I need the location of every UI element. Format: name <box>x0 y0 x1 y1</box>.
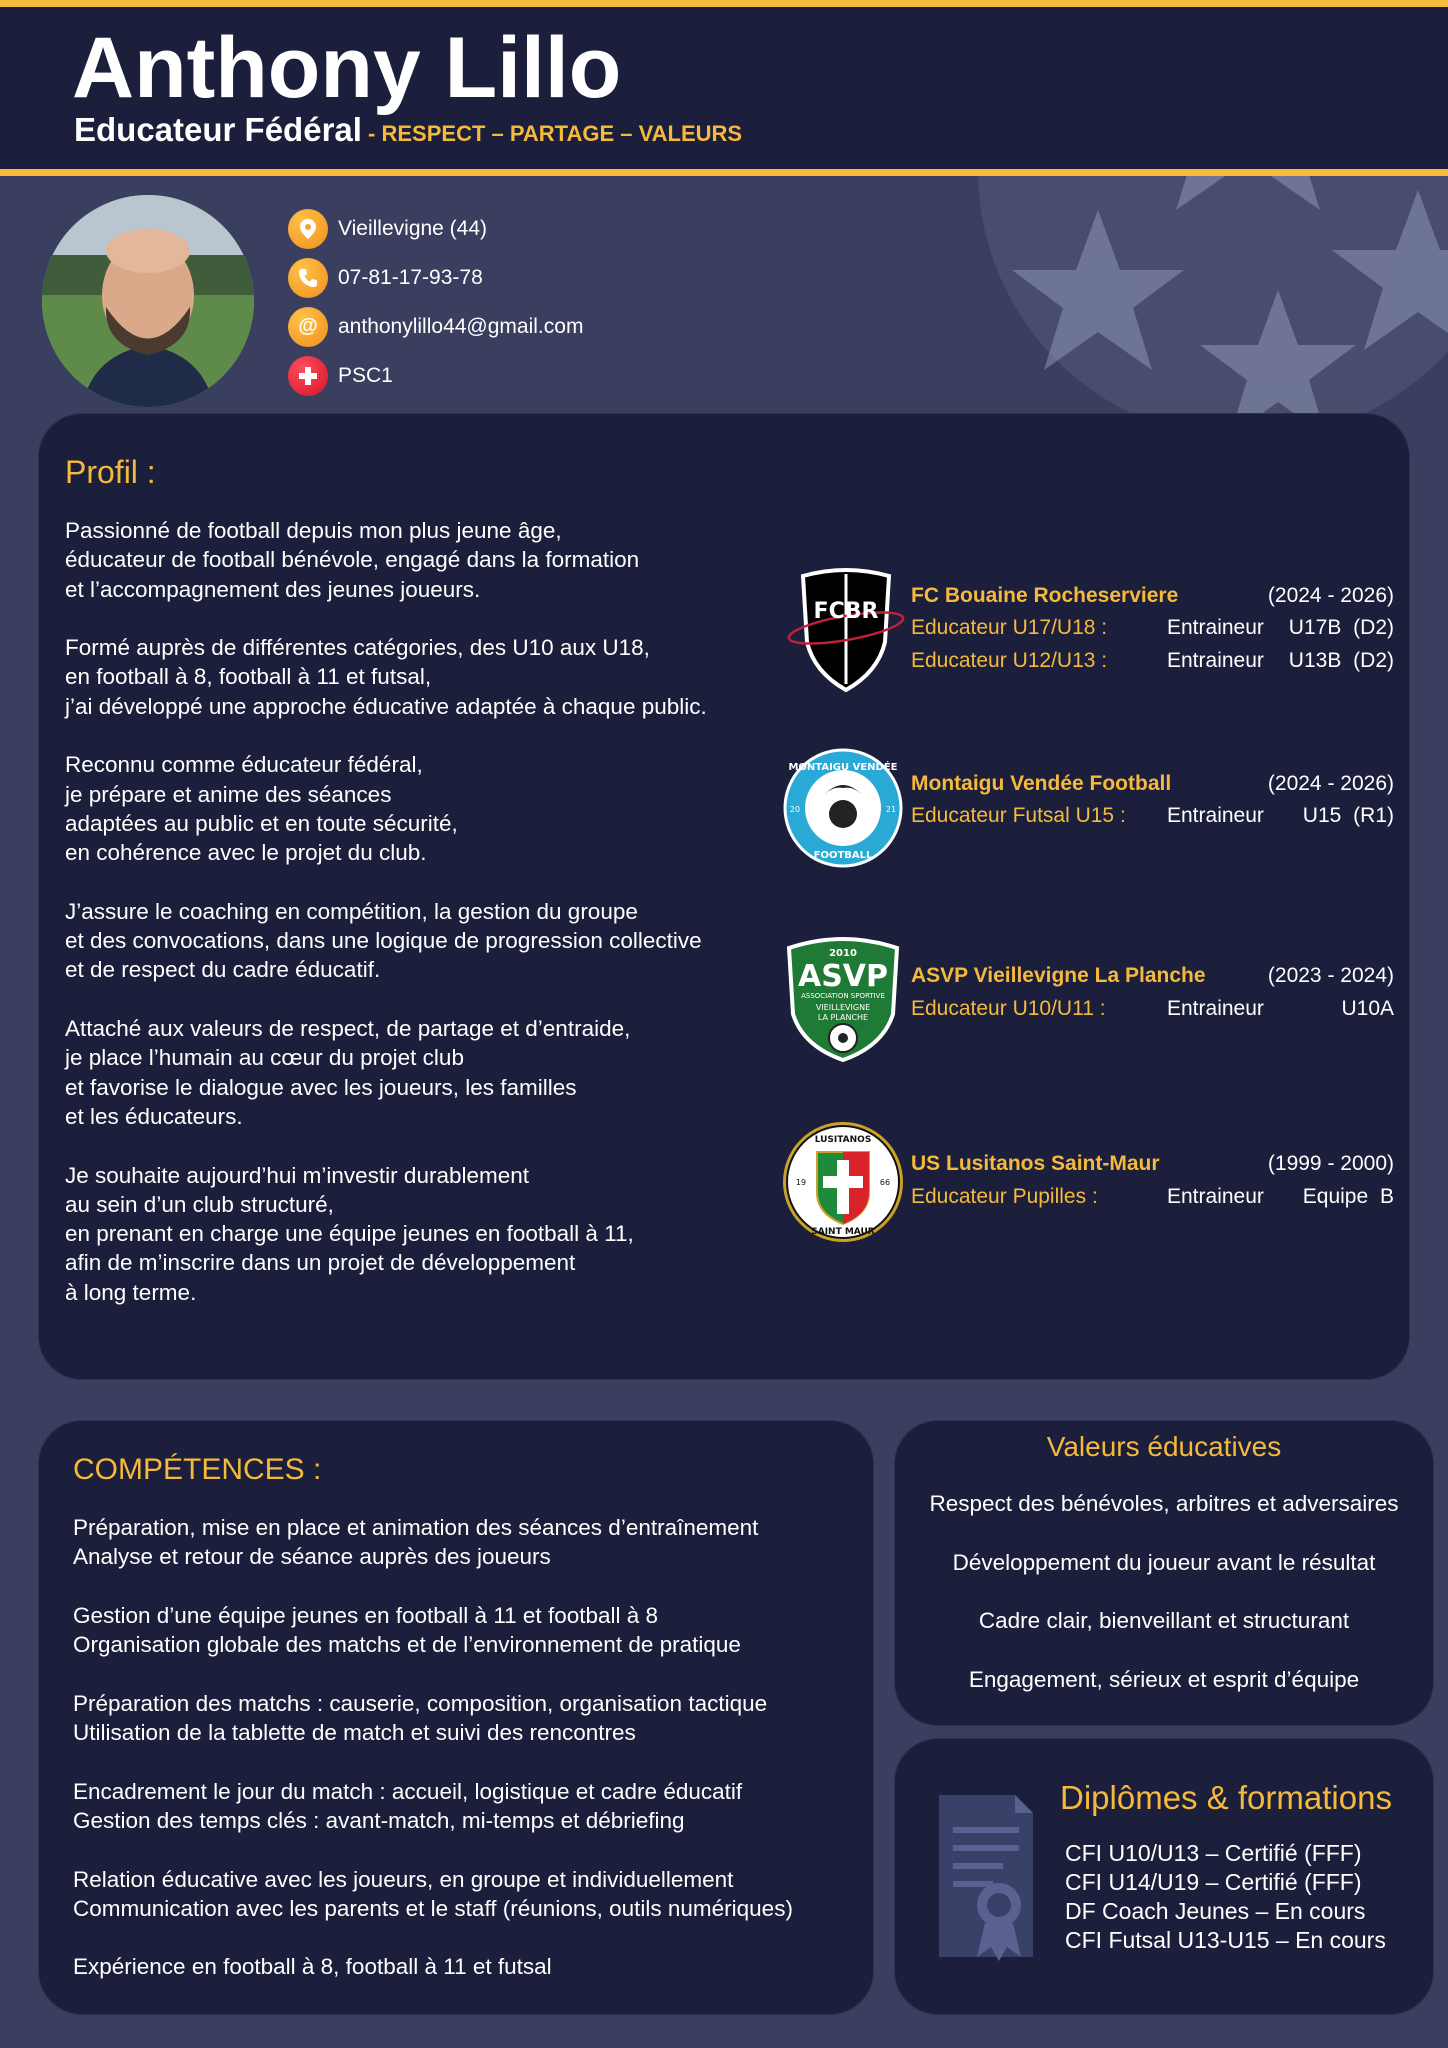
valeur-item: Cadre clair, bienveillant et structurant <box>978 1608 1350 1633</box>
competence-group <box>73 1513 863 1572</box>
role-label: Educateur Futsal U15 : <box>911 804 1126 827</box>
competence-item: Préparation des matchs : causerie, composition, organisation tactique <box>73 1690 768 1716</box>
contact-location-text: Vieillevigne (44) <box>338 216 488 240</box>
club-years: (2023 - 2024) <box>1267 964 1394 987</box>
role-type: Entraineur <box>1167 804 1264 827</box>
role-team: U10A <box>1341 997 1394 1020</box>
text-line: et favorise le dialogue avec les joueurs, les familles <box>65 1074 577 1100</box>
club-name: ASVP Vieillevigne La Planche <box>911 964 1206 987</box>
asvp-logo-line1: ASSOCIATION SPORTIVE <box>801 992 885 1000</box>
diplomes-panel <box>894 1738 1434 2015</box>
montaigu-logo-left: 20 <box>789 805 801 814</box>
text-line: en cohérence avec le projet du club. <box>65 840 427 866</box>
text-line: au sein d’un club structuré, <box>65 1191 334 1217</box>
text-line: à long terme. <box>65 1279 197 1305</box>
competence-item: Relation éducative avec les joueurs, en groupe et individuellement <box>73 1866 734 1892</box>
club-role <box>911 1185 1394 1213</box>
text-line: Formé auprès de différentes catégories, des U10 aux U18, <box>65 635 650 661</box>
lusitanos-logo-right: 66 <box>879 1178 891 1187</box>
competence-item: Préparation, mise en place et animation des séances d’entraînement <box>73 1515 759 1540</box>
lusitanos-logo-top: LUSITANOS <box>814 1135 872 1145</box>
text-line: et des convocations, dans une logique de progression collective <box>65 928 702 954</box>
valeurs-panel <box>894 1420 1434 1726</box>
diplome-item: CFI U10/U13 – Certifié (FFF) <box>1065 1840 1362 1866</box>
text-line: éducateur de football bénévole, engagé dans la formation <box>65 547 640 573</box>
profil-paragraph <box>65 633 825 721</box>
asvp-logo-year: 2010 <box>829 948 857 959</box>
diplomes-list <box>1065 1839 1386 1955</box>
text-line: et de respect du cadre éducatif. <box>65 957 381 983</box>
club-years: (2024 - 2026) <box>1267 584 1394 607</box>
phone-icon <box>288 258 328 298</box>
job-title: Educateur Fédéral <box>74 111 362 148</box>
valeurs-title: Valeurs éducatives <box>1046 1431 1282 1462</box>
role-label: Educateur U17/U18 : <box>911 616 1108 639</box>
competence-group <box>73 1865 863 1924</box>
text-line: Attaché aux valeurs de respect, de partage et d’entraide, <box>65 1016 631 1042</box>
valeur-item: Développement du joueur avant le résultat <box>952 1549 1376 1575</box>
competence-item: Expérience en football à 8, football à 11 et futsal <box>73 1954 552 1980</box>
contact-list <box>288 204 583 400</box>
montaigu-logo-bottom: FOOTBALL <box>813 850 873 861</box>
text-line: en prenant en charge une équipe jeunes en football à 11, <box>65 1221 634 1247</box>
competence-group <box>73 1689 863 1748</box>
role-label: Educateur U10/U11 : <box>911 997 1106 1020</box>
header-subtitle <box>74 111 742 149</box>
competence-item: Communication avec les parents et le staff (réunions, outils numériques) <box>73 1895 793 1921</box>
text-line: Passionné de football depuis mon plus jeune âge, <box>65 518 562 543</box>
role-type: Entraineur <box>1167 997 1264 1020</box>
role-team: U17B (D2) <box>1288 616 1394 639</box>
role-type: Entraineur <box>1167 616 1264 639</box>
motto: - RESPECT – PARTAGE – VALEURS <box>361 121 743 146</box>
asvp-logo-abbr: ASVP <box>797 959 889 994</box>
text-line: et les éducateurs. <box>65 1103 243 1129</box>
text-line: afin de m’inscrire dans un projet de développement <box>65 1250 576 1276</box>
profil-paragraph <box>65 1014 825 1131</box>
avatar <box>42 195 254 407</box>
certificate-icon <box>915 1787 1045 1967</box>
text-line: je place l’humain au cœur du projet club <box>65 1045 464 1071</box>
competence-item: Organisation globale des matchs et de l’environnement de pratique <box>73 1632 741 1658</box>
text-line: et l’accompagnement des jeunes joueurs. <box>65 576 481 602</box>
profil-text <box>65 516 825 1336</box>
location-icon <box>288 209 328 249</box>
role-team: U13B (D2) <box>1288 649 1394 672</box>
contact-first-aid-text: PSC1 <box>338 363 393 387</box>
montaigu-logo <box>783 748 903 868</box>
first-aid-icon <box>288 356 328 396</box>
candidate-name: Anthony Lillo <box>72 20 622 116</box>
profile-photo <box>42 195 254 407</box>
role-type: Entraineur <box>1167 1185 1264 1208</box>
club-role <box>911 997 1394 1025</box>
diplome-item: DF Coach Jeunes – En cours <box>1065 1898 1366 1924</box>
email-icon: @ <box>288 307 328 347</box>
competences-list <box>73 1513 863 2011</box>
club-role <box>911 616 1394 644</box>
text-line: Je souhaite aujourd’hui m’investir durablement <box>65 1162 530 1188</box>
lusitanos-logo-left: 19 <box>795 1178 807 1187</box>
profil-paragraph <box>65 750 825 867</box>
club-years: (1999 - 2000) <box>1267 1152 1394 1175</box>
contact-email-text[interactable]: anthonylillo44@gmail.com <box>338 314 584 338</box>
competence-item: Utilisation de la tablette de match et suivi des rencontres <box>73 1720 636 1746</box>
asvp-logo-line2: VIEILLEVIGNE <box>815 1003 871 1012</box>
profil-paragraph <box>65 897 825 985</box>
fcbr-logo <box>783 564 909 694</box>
competence-group <box>73 1777 863 1836</box>
asvp-logo-line3: LA PLANCHE <box>817 1013 869 1022</box>
asvp-logo <box>783 934 903 1064</box>
profil-panel <box>38 413 1410 1380</box>
profil-paragraph <box>65 516 825 604</box>
contact-phone-text[interactable]: 07-81-17-93-78 <box>338 265 483 289</box>
club-years: (2024 - 2026) <box>1267 772 1394 795</box>
diplomes-title: Diplômes & formations <box>1060 1779 1392 1816</box>
role-label: Educateur Pupilles : <box>911 1185 1098 1208</box>
text-line: j’ai développé une approche éducative adaptée à chaque public. <box>65 693 707 719</box>
header-banner <box>0 0 1448 176</box>
montaigu-logo-right: 21 <box>885 805 897 814</box>
lusitanos-logo <box>783 1122 903 1242</box>
club-name: FC Bouaine Rocheserviere <box>911 584 1179 607</box>
text-line: J’assure le coaching en compétition, la gestion du groupe <box>65 898 638 924</box>
fcbr-logo-text: FCBR <box>813 599 879 624</box>
competence-group <box>73 1952 863 1981</box>
contact-phone <box>288 253 583 302</box>
valeurs-list <box>895 1489 1433 1723</box>
valeur-item: Respect des bénévoles, arbitres et adversaires <box>929 1491 1399 1516</box>
contact-location <box>288 204 583 253</box>
club-name: Montaigu Vendée Football <box>911 772 1172 795</box>
role-type: Entraineur <box>1167 649 1264 672</box>
lusitanos-logo-bottom: SAINT MAUR <box>811 1227 875 1237</box>
competences-title: COMPÉTENCES : <box>73 1453 322 1486</box>
competences-panel <box>38 1420 874 2015</box>
text-line: Reconnu comme éducateur fédéral, <box>65 752 423 778</box>
role-team: Equipe B <box>1302 1185 1394 1208</box>
competence-item: Gestion d’une équipe jeunes en football à 11 et football à 8 <box>73 1602 659 1628</box>
club-role <box>911 804 1394 832</box>
diplome-item: CFI U14/U19 – Certifié (FFF) <box>1065 1869 1362 1895</box>
text-line: adaptées au public et en toute sécurité, <box>65 810 458 836</box>
contact-email <box>288 302 583 351</box>
club-role <box>911 649 1394 677</box>
text-line: je prépare et anime des séances <box>65 781 392 807</box>
profil-title: Profil : <box>65 454 156 490</box>
competence-item: Gestion des temps clés : avant-match, mi-temps et débriefing <box>73 1807 685 1833</box>
valeur-item: Engagement, sérieux et esprit d’équipe <box>968 1666 1360 1692</box>
role-label: Educateur U12/U13 : <box>911 649 1108 672</box>
montaigu-logo-top: MONTAIGU VENDÉE <box>788 762 898 773</box>
diplome-item: CFI Futsal U13-U15 – En cours <box>1065 1927 1386 1953</box>
competence-item: Encadrement le jour du match : accueil, logistique et cadre éducatif <box>73 1778 743 1804</box>
role-team: U15 (R1) <box>1302 804 1394 827</box>
text-line: en football à 8, football à 11 et futsal, <box>65 664 432 690</box>
club-name: US Lusitanos Saint-Maur <box>911 1152 1160 1175</box>
profil-paragraph <box>65 1161 825 1307</box>
competence-item: Analyse et retour de séance auprès des joueurs <box>73 1544 551 1570</box>
contact-first-aid <box>288 351 583 400</box>
competence-group <box>73 1601 863 1660</box>
